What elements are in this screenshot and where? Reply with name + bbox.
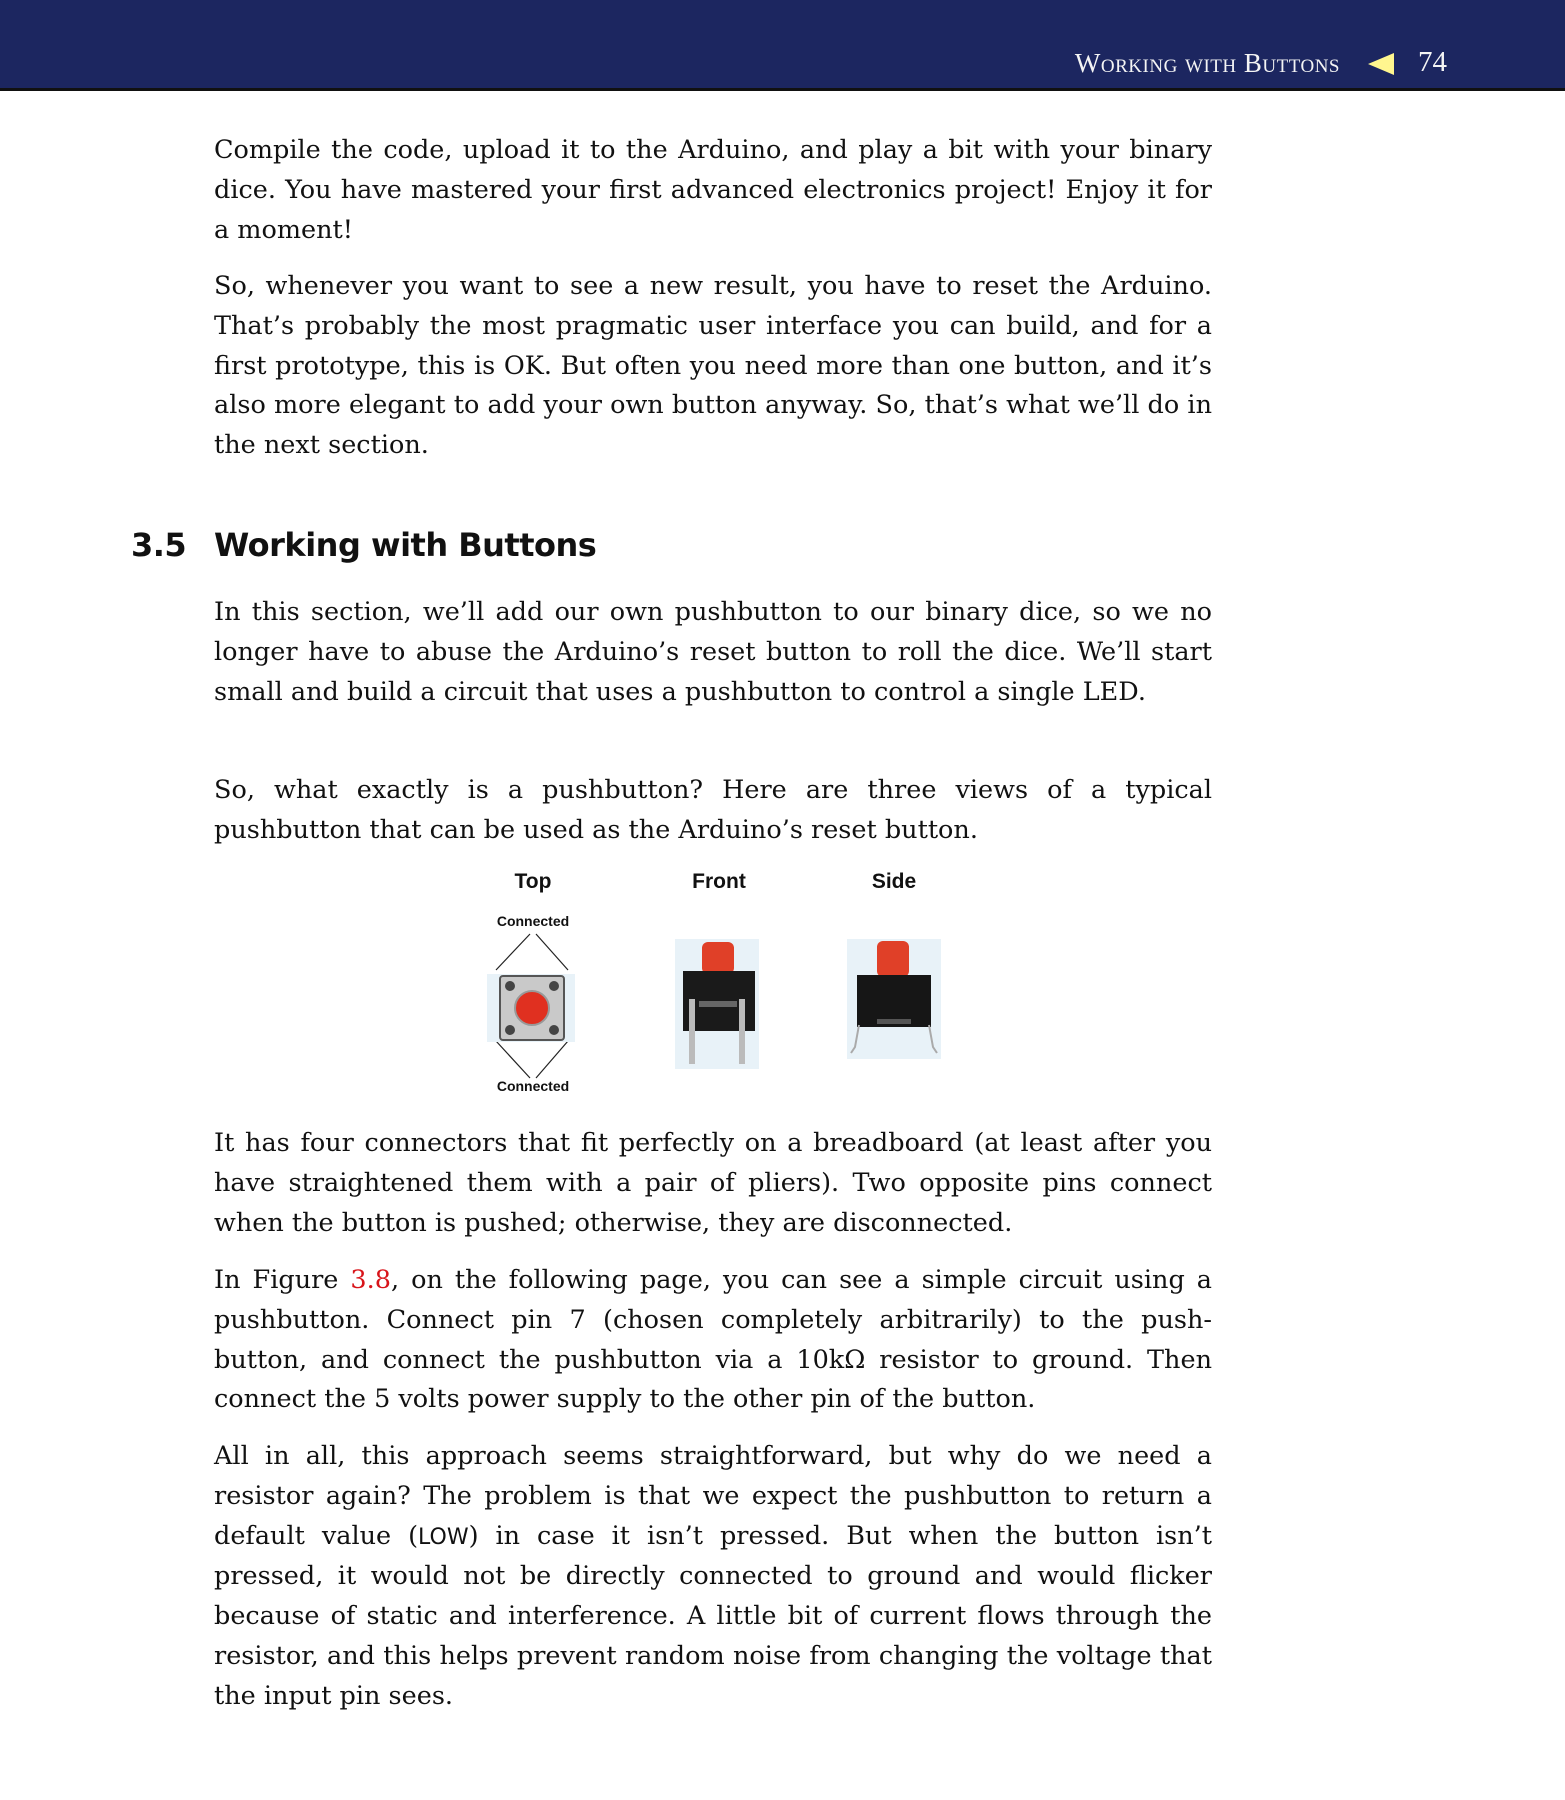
paragraph: Compile the code, upload it to the Arduino, and play a bit with your binary dice. You have mastered your first advanced electronics project! Enjoy it for a moment! [214, 135, 1212, 245]
figure-reference-link[interactable]: 3.8 [350, 1265, 391, 1295]
figure-label-front: Front [692, 870, 746, 893]
page-header [0, 0, 1565, 91]
code-low: LOW [418, 1524, 469, 1550]
pushbutton-front-view [675, 939, 759, 1069]
figure-label-side: Side [871, 870, 917, 893]
text: In Figure [214, 1265, 351, 1295]
text: ) in case it isn’t pressed. But when the button isn’t pressed, it would not be directly connected to ground and would flicker because of static and interference. A little bit of current flows through the resistor, and this helps prevent random noise from changing the voltage that the input pin sees. [214, 1520, 1212, 1711]
paragraph: In this section, we’ll add our own pushbutton to our binary dice, so we no longer have to abuse the Arduino’s reset button to roll the dice. We’ll start small and build a circuit that uses a pushbutton to control a single LED. [214, 597, 1212, 707]
paragraph: So, what exactly is a pushbutton? Here are three views of a typical pushbutton that can be used as the Arduino’s reset button. [214, 775, 1212, 845]
running-title: Working with Buttons [1074, 48, 1340, 78]
pushbutton-top-view [480, 930, 590, 1080]
connected-label-bottom: Connected [496, 1078, 570, 1094]
section-number: 3.5 [131, 526, 187, 564]
text: All in all, this approach seems straightforward, but why do we need a resistor again? The problem is that we expect the pushbutton to return a default value ( [214, 1441, 1212, 1551]
paragraph [214, 1437, 1212, 1717]
paragraph: It has four connectors that fit perfectly on a breadboard (at least after you have straightened them with a pair of pliers). Two opposite pins connect when the button is pushed; otherwise, they are disconnected. [214, 1128, 1212, 1238]
previous-page-arrow-icon[interactable] [1368, 53, 1394, 75]
paragraph: So, whenever you want to see a new result, you have to reset the Arduino. That’s probably the most pragmatic user interface you can build, and for a first prototype, this is OK. But often you need more than one button, and it’s also more elegant to add your own button anyway. So, that’s what we’ll do in the next section. [214, 271, 1212, 461]
text: , on the following page, you can see a simple circuit using a pushbutton. Connect pin 7 (chosen completely arbitrarily) to the push-button, and connect the pushbutton via a 10kΩ resistor to ground. Then connect the 5 volts power supply to the other pin of the button. [214, 1265, 1212, 1415]
pushbutton-side-view [847, 939, 941, 1059]
page-number: 74 [1418, 46, 1447, 78]
paragraph [214, 1261, 1212, 1420]
figure-label-top: Top [514, 870, 552, 893]
section-title: Working with Buttons [214, 526, 597, 564]
connected-label-top: Connected [496, 913, 570, 929]
